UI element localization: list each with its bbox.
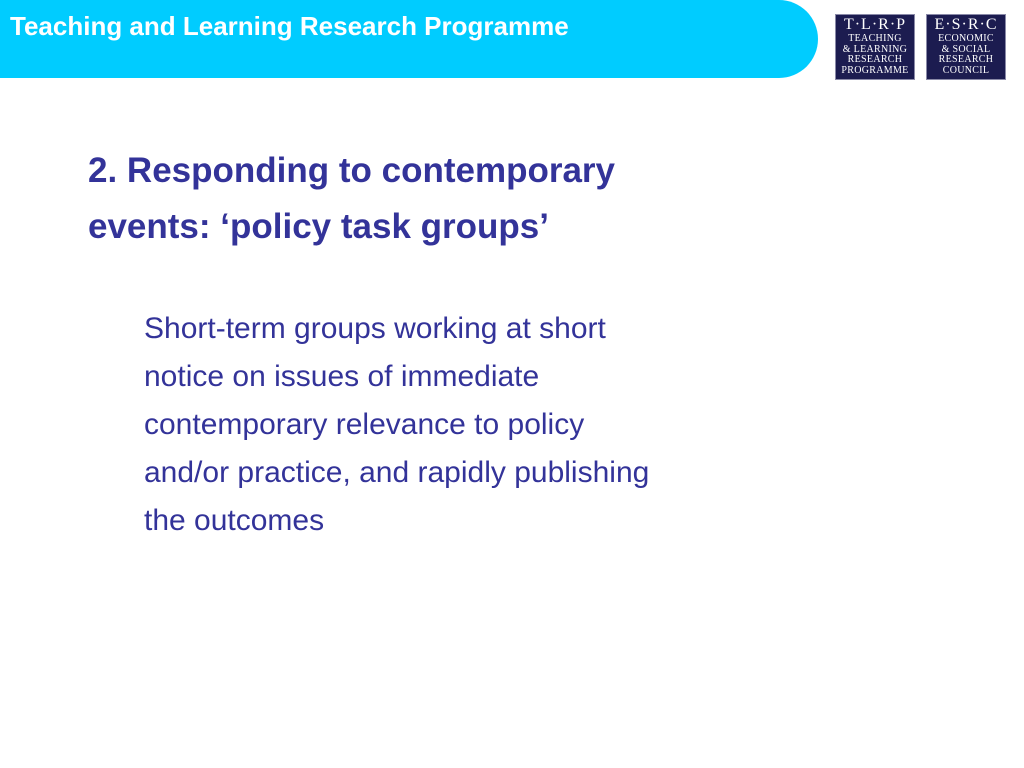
programme-title: Teaching and Learning Research Programme bbox=[10, 11, 569, 41]
esrc-logo-line: ECONOMIC bbox=[938, 33, 994, 44]
slide-title-line: 2. Responding to contemporary bbox=[88, 151, 615, 190]
tlrp-logo-line: PROGRAMME bbox=[841, 64, 909, 76]
body-line: contemporary relevance to policy bbox=[144, 408, 585, 441]
slide-title bbox=[88, 143, 808, 255]
body-line: notice on issues of immediate bbox=[144, 360, 540, 393]
esrc-logo-line: COUNCIL bbox=[942, 64, 990, 76]
slide-body-text bbox=[144, 305, 844, 545]
slide-title-line: events: ‘policy task groups’ bbox=[88, 207, 549, 246]
esrc-logo bbox=[926, 14, 1006, 80]
body-line: the outcomes bbox=[144, 504, 325, 537]
header-banner bbox=[0, 0, 818, 78]
tlrp-logo-line: TEACHING bbox=[848, 33, 902, 44]
tlrp-logo bbox=[835, 14, 915, 80]
esrc-logo-abbreviation: E·S·R·C bbox=[934, 16, 998, 33]
esrc-logo-line: & SOCIAL bbox=[941, 43, 991, 55]
body-line: Short-term groups working at short bbox=[144, 312, 606, 345]
esrc-logo-line: RESEARCH bbox=[938, 54, 994, 65]
tlrp-logo-line: RESEARCH bbox=[847, 54, 903, 65]
tlrp-logo-abbreviation: T·L·R·P bbox=[843, 16, 907, 33]
tlrp-logo-line: & LEARNING bbox=[842, 43, 908, 55]
body-line: and/or practice, and rapidly publishing bbox=[144, 456, 650, 489]
